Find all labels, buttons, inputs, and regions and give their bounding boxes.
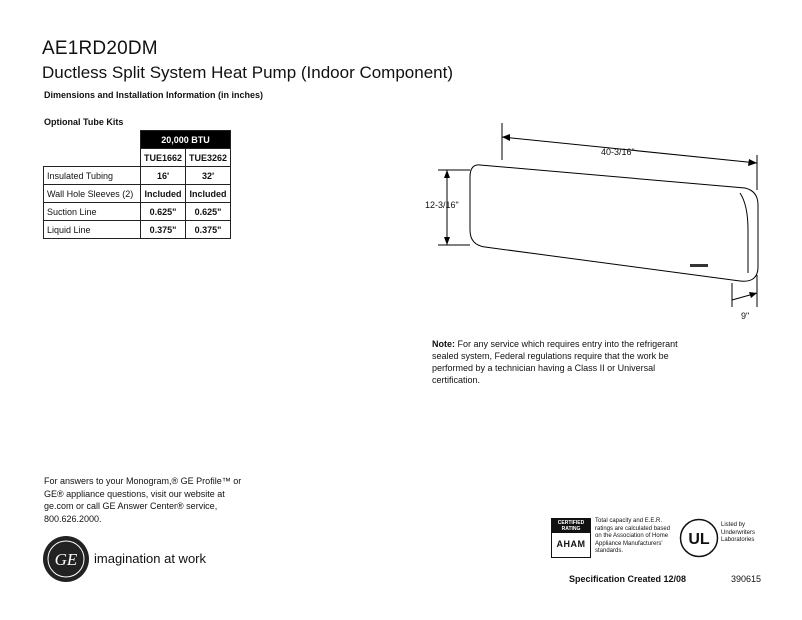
aham-disclaimer: Total capacity and E.E.R. ratings are calculated based on the Association of Home Appliance Manufacturers' standards. xyxy=(595,518,671,554)
document-number: 390615 xyxy=(731,574,762,584)
table-row xyxy=(44,221,231,239)
row-label: Liquid Line xyxy=(44,221,141,239)
ul-logo xyxy=(679,518,719,558)
ul-listing-text: Listed by Underwriters Laboratories xyxy=(721,522,756,543)
cell-value: 0.375" xyxy=(186,221,231,239)
tube-kits-table xyxy=(43,130,231,239)
width-dimension-label: 40-3/16" xyxy=(601,147,635,157)
contact-info: For answers to your Monogram,® GE Profile™ or GE® appliance questions, visit our website at ge.com or call GE Answer Center® service, 800.626.2000. xyxy=(44,476,242,524)
height-dimension-label: 12-3/16" xyxy=(425,200,459,210)
aham-logo-word: AHAM xyxy=(556,539,586,549)
brand-badge xyxy=(690,264,708,267)
service-note xyxy=(432,338,688,386)
aham-logo xyxy=(551,518,591,558)
product-subtitle: Ductless Split System Heat Pump (Indoor Component) xyxy=(42,63,454,82)
column-header: TUE1662 xyxy=(141,149,186,167)
note-label: Note: xyxy=(432,339,455,349)
cell-value: 0.625" xyxy=(186,203,231,221)
cell-value: 0.625" xyxy=(141,203,186,221)
table-row xyxy=(44,185,231,203)
depth-dimension-label: 9" xyxy=(741,311,750,321)
note-text: For any service which requires entry into the refrigerant sealed system, Federal regulations require that the work be performed by a technician having a Class II or Universal certification. xyxy=(432,339,678,385)
column-header: TUE3262 xyxy=(186,149,231,167)
row-label: Suction Line xyxy=(44,203,141,221)
row-label: Insulated Tubing xyxy=(44,167,141,185)
dimensions-heading: Dimensions and Installation Information (in inches) xyxy=(44,90,264,100)
cell-value: Included xyxy=(186,185,231,203)
btu-header: 20,000 BTU xyxy=(141,131,231,149)
row-label: Wall Hole Sleeves (2) xyxy=(44,185,141,203)
cell-value: 16' xyxy=(141,167,186,185)
model-number: AE1RD20DM xyxy=(42,38,158,59)
ge-tagline: imagination at work xyxy=(94,551,206,566)
ge-logo-text: GE xyxy=(54,550,78,569)
table-row xyxy=(44,167,231,185)
aham-logo-top: CERTIFIED RATING xyxy=(552,519,590,533)
cell-value: 32' xyxy=(186,167,231,185)
ul-logo-text: UL xyxy=(688,531,710,548)
spec-created-date: Specification Created 12/08 xyxy=(569,574,687,584)
indoor-unit-diagram xyxy=(410,115,780,325)
cell-value: 0.375" xyxy=(141,221,186,239)
cell-value: Included xyxy=(141,185,186,203)
tube-kits-title: Optional Tube Kits xyxy=(44,117,124,127)
table-row xyxy=(44,203,231,221)
ge-logo xyxy=(42,535,90,583)
